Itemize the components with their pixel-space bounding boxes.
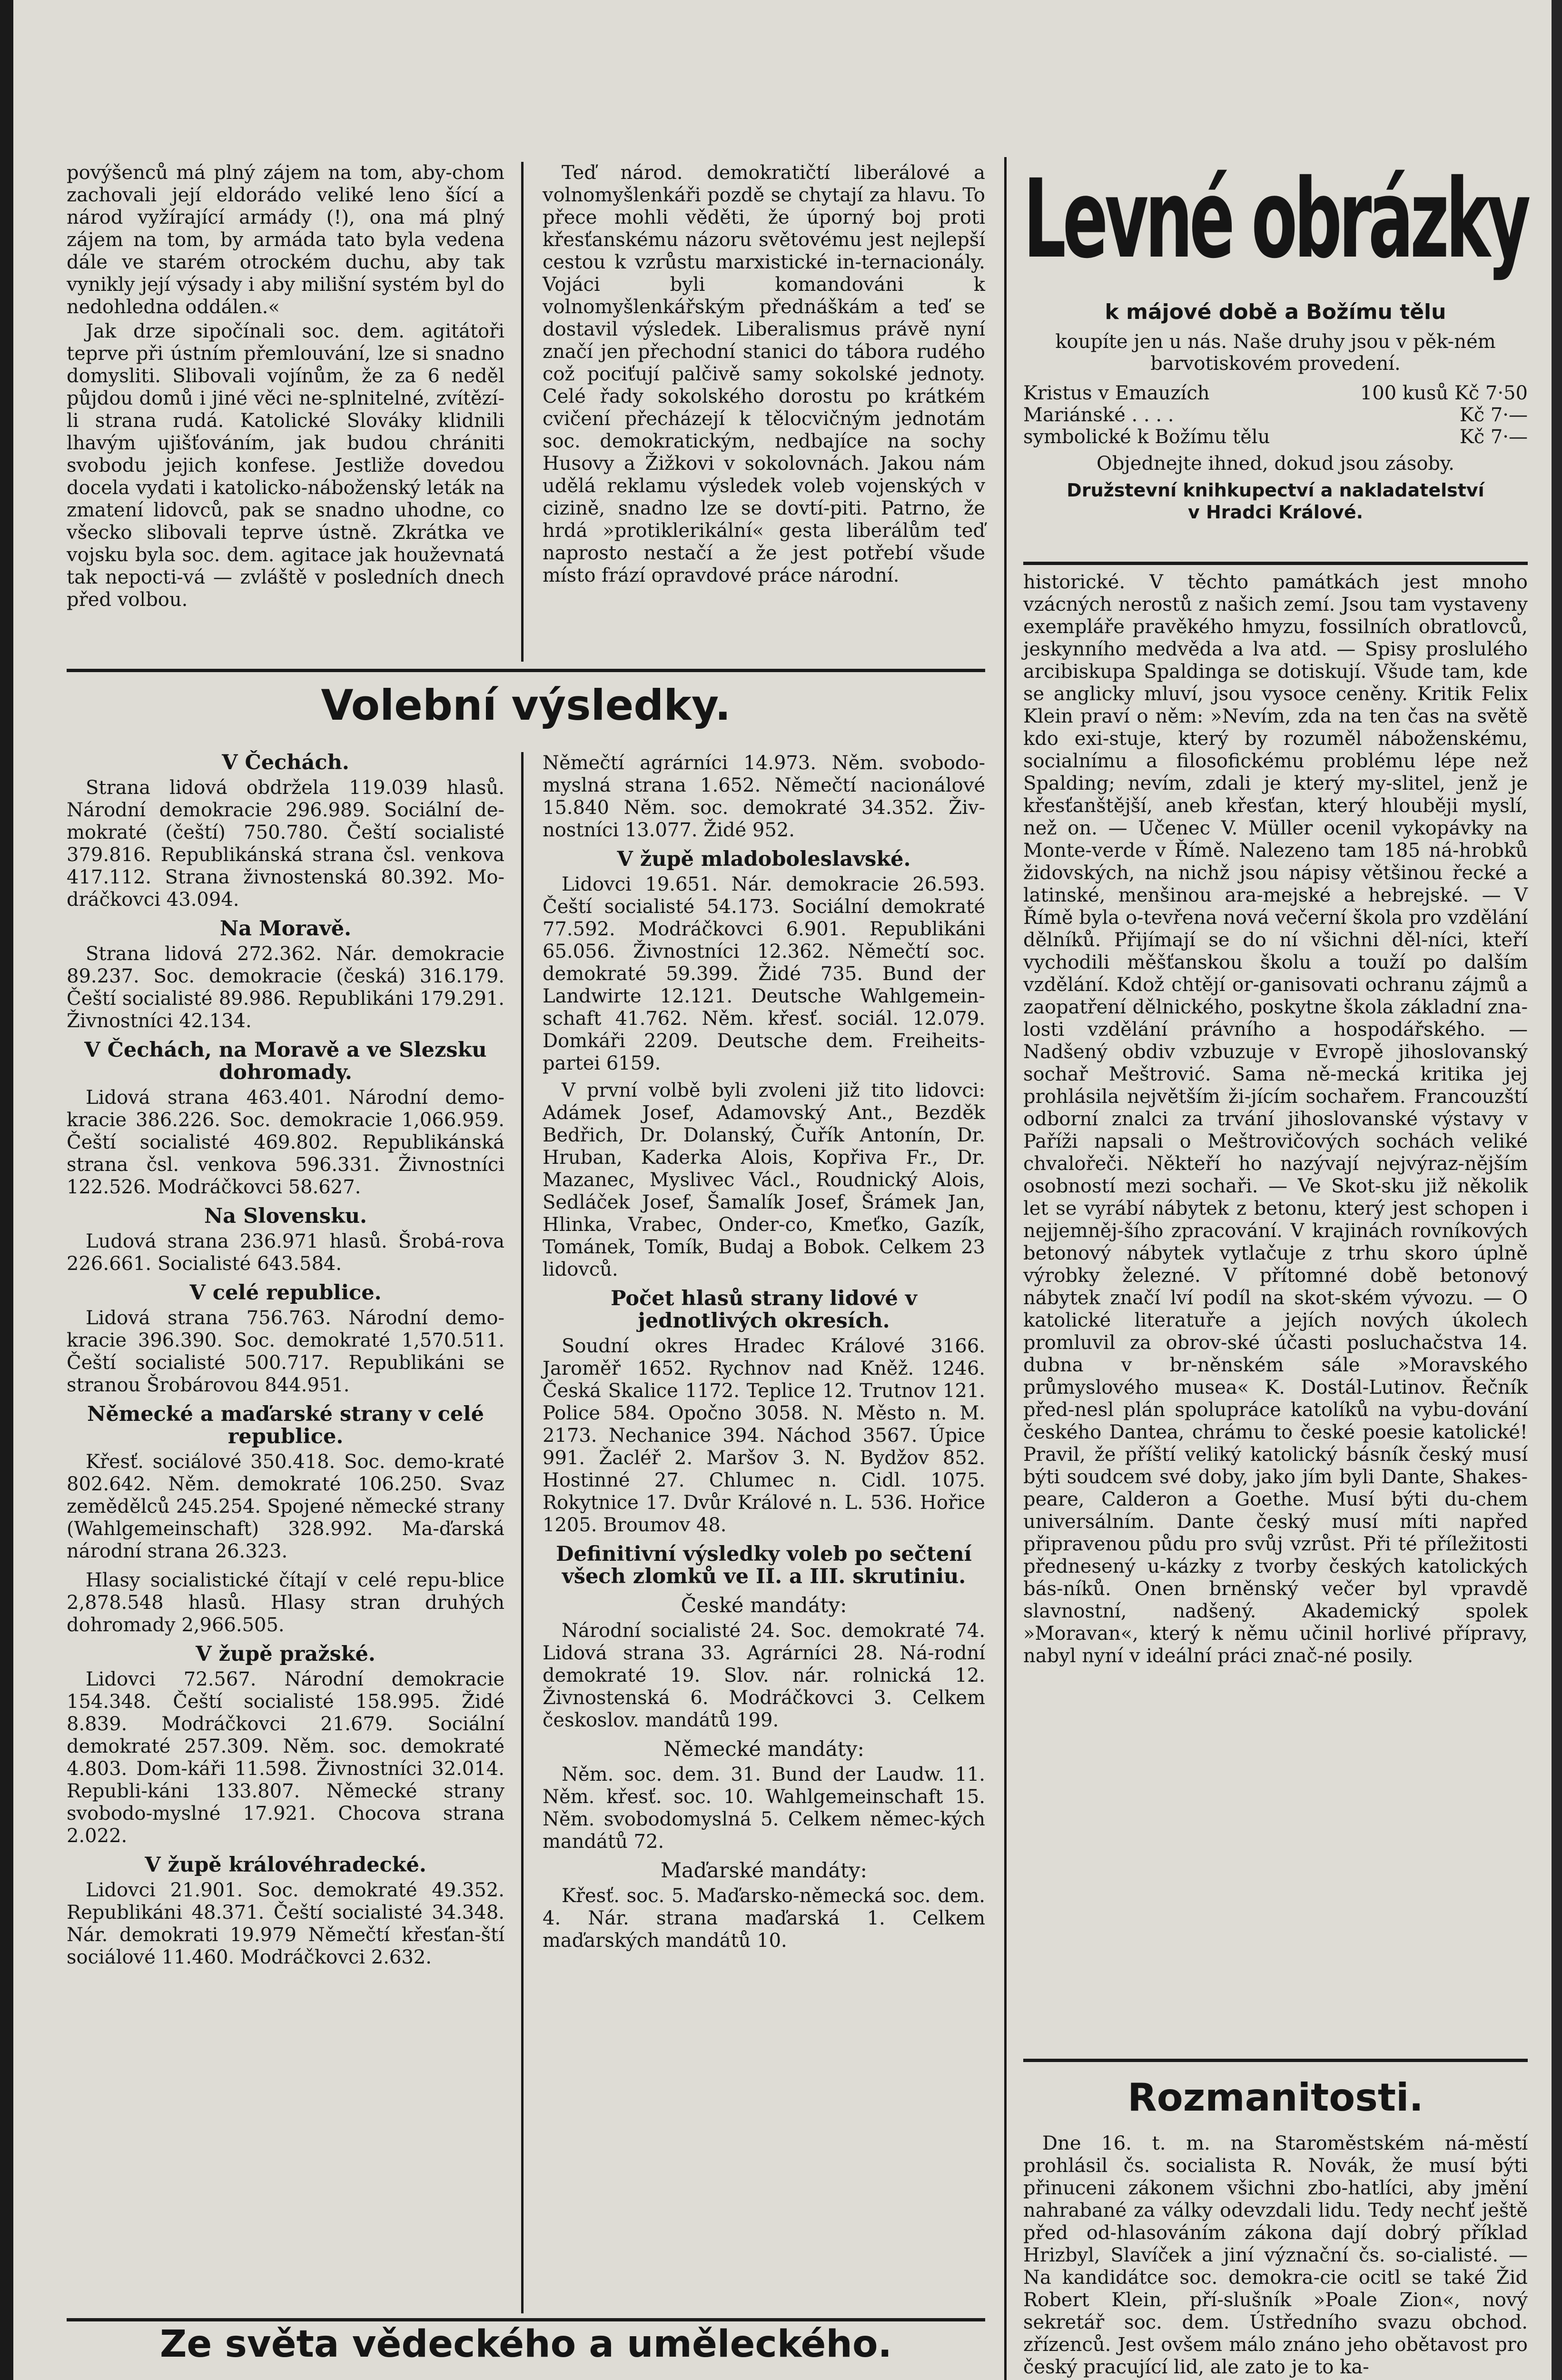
ad-row-price: 100 kusů Kč 7·50 <box>1360 382 1528 404</box>
praha-text: Lidovci 72.567. Národní demokracie 154.348. Čeští socialisté 158.995. Židé 8.839. Modráčkovci 21.679. Sociální demokraté 257.309. Něm. soc. demokraté 4.803. Dom-káři 11.598. Živnostníci 32.014. Republi-káni 133.807. Německé strany svobodo-myslné 17.921. Chocova strana 2.022. <box>67 1668 504 1847</box>
agrar-text: Němečtí agrárníci 14.973. Něm. svobodo-myslná strana 1.652. Němečtí nacionálové 15.840 Něm. soc. demokraté 34.352. Živ-nostníci 13.077. Židé 952. <box>543 752 985 841</box>
colA-p2: Jak drze sipočínali soc. dem. agitátoři teprve při ústním přemlouvání, lze si snadno domysliti. Slibovali vojínům, že za 6 neděl půjdou domů i jiné věci ne-splnitelné, zvítězí-li strana rudá. Katolické Slováky klidnili lhavým ujišťováním, jak budou chrániti svobodu jejich konfese. Jestliže dovedou docela vydati i katolicko-náboženský leták na zmatení lidovců, pak se snadno uhodne, co všecko slibovali teprve ústně. Zkrátka ve vojsku byla soc. dem. agitace jak houževnatá tak nepocti-vá — zvláště v posledních dnech před volbou. <box>67 320 504 611</box>
rozm-title: Rozmanitosti. <box>1127 2075 1424 2120</box>
ad-row-price: Kč 7·— <box>1459 404 1528 426</box>
okresy-text: Soudní okres Hradec Králové 3166. Jaroměř 1652. Rychnov nad Kněž. 1246. Česká Skalice 1172. Teplice 12. Trutnov 121. Police 584. Opočno 3058. N. Město n. M. 2173. Nechanice 394. Náchod 3567. Úpice 991. Žacléř 2. Maršov 3. N. Bydžov 852. Hostinné 27. Chlumec n. Cidl. 1075. Rokytnice 17. Dvůr Králové n. L. 536. Hořice 1205. Broumov 48. <box>543 1335 985 1536</box>
mlada-heading: V župě mladoboleslavské. <box>617 847 911 871</box>
ad-subtitle: k májové době a Božímu tělu <box>1105 300 1446 324</box>
ad-row-label: Kristus v Emauzích <box>1023 382 1210 404</box>
ad-row <box>1023 426 1528 448</box>
republika-text: Lidová strana 756.763. Národní demo-kracie 396.390. Soc. demokraté 1,570.511. Čeští socialisté 500.717. Republikáni se stranou Šrobárovou 844.951. <box>67 1307 504 1396</box>
okresy-heading: Počet hlasů strany lidové v jednotlivých okresích. <box>611 1287 917 1333</box>
dohromady-text: Lidová strana 463.401. Národní demo-kracie 386.226. Soc. demokracie 1,066.959. Čeští socialisté 469.802. Republikánská strana čsl. venkova 596.331. Živnostníci 122.526. Modráčkovci 58.627. <box>67 1087 504 1198</box>
mlada-text: Lidovci 19.651. Nár. demokracie 26.593. Čeští socialisté 54.173. Sociální demokraté 77.592. Modráčkovci 6.901. Republikáni 65.056. Živnostníci 12.362. Němečtí soc. demokraté 59.399. Židé 735. Bund der Landwirte 12.121. Deutsche Wahlgemein-schaft 41.762. Něm. křesť. sociál. 12.079. Domkáři 2209. Deutsche dem. Freiheits-partei 6159. <box>543 873 985 1074</box>
volby-title: Volební výsledky. <box>321 681 731 730</box>
dohromady-heading: V Čechách, na Moravě a ve Slezsku dohromady. <box>84 1038 487 1084</box>
ad-p1: koupíte jen u nás. Naše druhy jsou v pěk-ném barvotiskovém provedení. <box>1055 331 1496 375</box>
ad-row-price: Kč 7·— <box>1459 426 1528 448</box>
nemecke-heading: Německé a maďarské strany v celé republice. <box>87 1402 484 1448</box>
mad-heading: Maďarské mandáty: <box>661 1859 867 1883</box>
ad-publisher-city: v Hradci Králové. <box>1187 502 1364 523</box>
right-column-rule <box>1023 2059 1528 2062</box>
volby-column-divider <box>521 752 524 2313</box>
rozm-column <box>1023 2132 1528 2380</box>
cechy-text: Strana lidová obdržela 119.039 hlasů. Národní demokracie 296.989. Sociální de-mokraté (čeští) 750.780. Čeští socialisté 379.816. Republikánská strana čsl. venkova 417.112. Strana živnostenská 80.392. Mo-dráčkovci 43.094. <box>67 777 504 911</box>
ceske-heading: České mandáty: <box>681 1594 847 1617</box>
praha-heading: V župě pražské. <box>196 1642 376 1666</box>
colR-p1: historické. V těchto památkách jest mnoho vzácných nerostů z našich zemí. Jsou tam vystaveny exempláře pravěkého hmyzu, fossilních obratlovců, jeskynního medvěda a lva atd. — Spisy proslulého arcibiskupa Spaldinga se dotiskují. Všude tam, kde se anglicky mluví, jsou vysoce ceněny. Kritik Felix Klein praví o něm: »Nevím, zda na ten čas na světě kdo exi-stuje, který by rozuměl náboženskému, socialnímu a filosofickému problému lépe než Spalding; nevím, zdali je který my-slitel, jenž je křesťanštější, aneb křesťan, který hlouběji myslí, než on. — Učenec V. Müller ocenil vykopávky na Monte-verde v Římě. Nalezeno tam 185 ná-hrobků židovských, na nichž jsou nápisy většinou řecké a latinské, menšinou ara-mejské a hebrejské. — V Římě byla o-tevřena nová večerní škola pro vzdělání dělníků. Přijímají se do ní všichni děl-níci, kteří vychodili měšťanskou školu a touží po dalším vzdělání. Kdož chtějí or-ganisovati ochranu zájmů a zaopatření dělnického, poskytne škola základní zna-losti vzdělání právního a hospodářského. — Nadšený obdiv vzbuzuje v Evropě jihoslovanský sochař Meštrović. Sama ně-mecká kritika jej prohlásila největším ži-jícím sochařem. Francouzští odborní znalci za trvání jihoslovanské výstavy v Paříži napsali o Meštrovičových sochách veliké chvalořeči. Někteří ho nazývají nejvýraz-nějším osobností mezi sochaři. — Ve Skot-sku již několik let se vyrábí nábytek z betonu, který jest schopen i nejjemněj-šího zpracování. V krajinách rovníkových betonový nábytek vytlačuje z trhu skoro úplně výrobky železné. V přítomné době betonový nábytek značí lví podíl na skot-ském vývozu. — O katolické literatuře a jejích nových úkolech promluvil za obrov-ské účasti posluchačstva 14. dubna v br-něnském sále »Moravského průmyslového musea« K. Dostál-Lutinov. Řečník před-nesl plán spolupráce katolíků na vybu-dování českého Dantea, chrámu to české poesie katolické! Pravil, že příští veliký katolický básník český musí býti soudcem své doby, jako jím byli Dante, Shakes-peare, Calderon a Goethe. Musí býti du-chem universálním. Dante český musí míti napřed připravenou půdu pro svůj vzrůst. Při té příležitosti přednesený u-kázky z tvorby českých katolických bás-níků. Onen brněnský večer byl vpravdě slavnostní, nadšený. Akademický spolek »Moravan«, který k němu učinil horlivé přípravy, nabyl nyní v ideální práci znač-né posily. <box>1023 571 1528 1667</box>
kralove-text: Lidovci 21.901. Soc. demokraté 49.352. Republikáni 48.371. Čeští socialisté 34.348. Nár. demokrati 19.979 Němečtí křesťan-ští sociálové 11.460. Modráčkovci 2.632. <box>67 1879 504 1968</box>
ad-bottom-rule <box>1023 562 1528 565</box>
column-b-top <box>543 162 985 589</box>
rozm-p1: Dne 16. t. m. na Staroměstském ná-městí prohlásil čs. socialista R. Novák, že musí býti přinuceni zákonem všichni zbo-hatlíci, aby jmění nahrabané za války odevzdali lidu. Tedy nechť ještě před od-hlasováním zákona dají dobrý příklad Hrizbyl, Slavíček a jiní význační čs. so-cialisté. — Na kandidátce soc. demokra-cie ocitl se také Žid Robert Klein, pří-slušník »Poale Zion«, nový sekretář soc. dem. Ústředního svazu obchod. zřízenců. Jest ovšem málo znáno jeho obětavost pro český pracující lid, ale zato je to ka- <box>1023 2132 1528 2378</box>
colB-p1: Teď národ. demokratičtí liberálové a volnomyšlenkáři pozdě se chytají za hlavu. To přece mohli věděti, že úporný boj proti křesťanskému názoru světovému jest nejlepší cestou k vzrůstu marxistické in-ternacionály. Vojáci byli komandováni k volnomyšlenkářským přednáškám a teď se dostavil výsledek. Liberalismus právě nyní značí jen přechodní stanici do tábora rudého což pociťují palčivě samy sokolské jednoty. Celé řady sokolského dorostu po krátkém cvičení přecházejí k tělocvičným jednotám soc. demokratickým, nedbajíce na sochy Husovy a Žižkovi v sokolovnách. Jakou nám udělá reklamu výsledek voleb vojenských v cizině, snadno lze se dovtí-piti. Patrno, že hrdá »protiklerikální« gesta liberálům teď naprosto nestačí a že jest potřebí všude místo frází opravdové práce národní. <box>543 162 985 586</box>
mad-text: Křesť. soc. 5. Maďarsko-německá soc. dem. 4. Nár. strana maďarská 1. Celkem maďarských mandátů 10. <box>543 1885 985 1952</box>
morava-text: Strana lidová 272.362. Nár. demokracie 89.237. Soc. demokracie (česká) 316.179. Čeští socialisté 89.986. Republikáni 179.291. Živnostníci 42.134. <box>67 943 504 1032</box>
ad-title: Levné obrázky <box>1023 156 1527 282</box>
column-a-top <box>67 162 504 613</box>
ad-publisher: Družstevní knihkupectví a nakladatelství <box>1067 480 1484 501</box>
slovensko-text: Ludová strana 236.971 hlasů. Šrobá-rova 226.661. Socialisté 643.584. <box>67 1230 504 1275</box>
volby-top-rule <box>67 669 985 672</box>
nem-text: Něm. soc. dem. 31. Bund der Laudw. 11. Něm. křesť. soc. 10. Wahlgemeinschaft 15. Něm. svobodomyslná 5. Celkem němec-kých mandátů 72. <box>543 1764 985 1853</box>
svet-top-rule <box>67 2318 985 2321</box>
kralove-heading: V župě královéhradecké. <box>145 1853 426 1877</box>
ad-row <box>1023 382 1528 404</box>
ad-row-label: Mariánské . . . . <box>1023 404 1174 426</box>
ad-row-label: symbolické k Božímu tělu <box>1023 426 1270 448</box>
column-divider-right <box>1004 157 1007 2380</box>
slovensko-heading: Na Slovensku. <box>204 1204 367 1228</box>
advertisement <box>1023 331 1528 523</box>
svet-title: Ze světa vědeckého a uměleckého. <box>159 2323 892 2366</box>
nem-heading: Německé mandáty: <box>663 1737 864 1761</box>
nemecke-text: Křesť. sociálové 350.418. Soc. demo-kraté 802.642. Něm. demokraté 106.250. Svaz zemědělců 245.254. Spojené německé strany (Wahlgemeinschaft) 328.992. Ma-ďarská národní strana 26.323. <box>67 1451 504 1562</box>
column-right <box>1023 571 1528 1669</box>
definitivni-heading: Definitivní výsledky voleb po sečtení všech zlomků ve II. a III. skrutiniu. <box>556 1542 972 1588</box>
zvoleni-text: V první volbě byli zvoleni již tito lidovci: Adámek Josef, Adamovský Ant., Bezděk Bedřich, Dr. Dolanský, Čuřík Antonín, Dr. Hruban, Kaderka Alois, Kopřiva Fr., Dr. Mazanec, Myslivec Václ., Roudnický Alois, Sedláček Josef, Šamalík Josef, Šrámek Jan, Hlinka, Vrabec, Onder-co, Kmeťko, Gazík, Tománek, Tomík, Budaj a Bobok. Celkem 23 lidovců. <box>543 1080 985 1280</box>
morava-heading: Na Moravě. <box>219 917 352 941</box>
ceske-text: Národní socialisté 24. Soc. demokraté 74. Lidová strana 33. Agrárníci 28. Ná-rodní demokraté 19. Slov. nár. rolnická 12. Živnostenská 6. Modráčkovci 3. Celkem českoslov. mandátů 199. <box>543 1620 985 1731</box>
cechy-heading: V Čechách. <box>222 751 349 774</box>
column-divider-top <box>521 162 524 662</box>
hlasy-text: Hlasy socialistické čítají v celé repu-blice 2,878.548 hlasů. Hlasy stran druhých dohromady 2,966.505. <box>67 1569 504 1636</box>
colA-p1: povýšenců má plný zájem na tom, aby-chom zachovali její eldorádo veliké leno šící a národ vyžírající armády (!), ona má plný zájem na tom, by armáda tato byla vedena dále ve starém otrockém duchu, aby tak vynikly její výsady i aby milišní systém byl do nedohledna oddálen.« <box>67 162 504 318</box>
ad-p2: Objednejte ihned, dokud jsou zásoby. <box>1096 453 1455 475</box>
republika-heading: V celé republice. <box>189 1281 382 1305</box>
volby-column-right <box>543 752 985 1954</box>
ad-row <box>1023 404 1528 426</box>
volby-column-left <box>67 745 504 1971</box>
